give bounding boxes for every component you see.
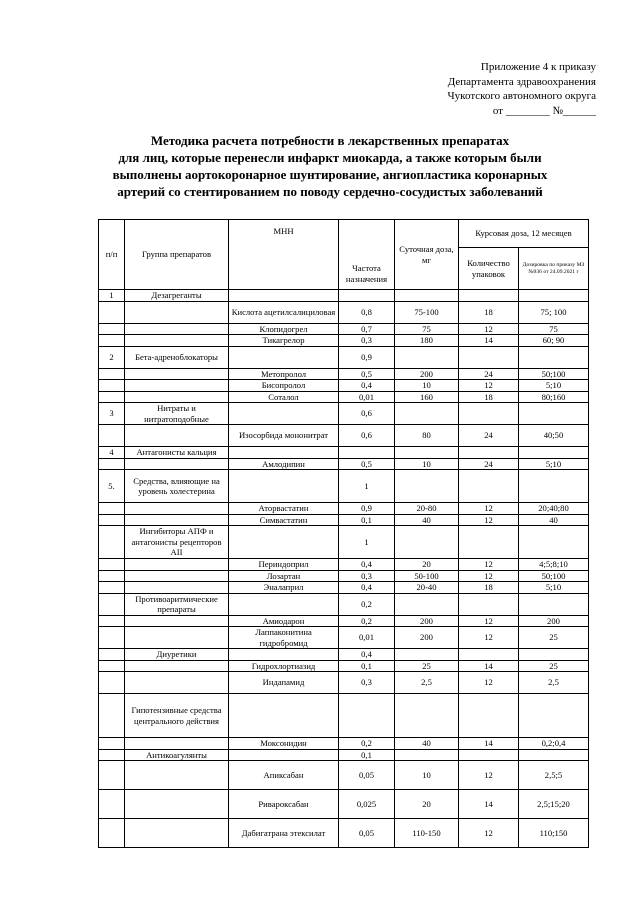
row-frequency (339, 447, 395, 459)
row-num (99, 380, 125, 392)
row-num (99, 503, 125, 515)
row-mnn (229, 403, 339, 425)
row-group: Нитраты и нитратоподобные (125, 403, 229, 425)
row-dosage: 4;5;8;10 (519, 559, 589, 571)
row-dosage (519, 649, 589, 661)
row-frequency: 0,01 (339, 627, 395, 649)
row-packs: 24 (459, 368, 519, 380)
row-frequency: 0,6 (339, 425, 395, 447)
table-row (99, 368, 589, 380)
row-num (99, 323, 125, 335)
table-row (99, 790, 589, 819)
row-frequency: 0,8 (339, 301, 395, 323)
row-daily-dose (395, 403, 459, 425)
row-dosage: 5;10 (519, 582, 589, 594)
appendix-line: Чукотского автономного округа (447, 90, 596, 103)
row-packs: 18 (459, 582, 519, 594)
row-packs: 12 (459, 514, 519, 526)
row-dosage: 25 (519, 660, 589, 672)
row-group (125, 672, 229, 694)
row-frequency: 0,7 (339, 323, 395, 335)
row-num (99, 458, 125, 470)
row-mnn: Эналаприл (229, 582, 339, 594)
row-frequency (339, 694, 395, 738)
row-group (125, 790, 229, 819)
row-mnn: Моксонидин (229, 738, 339, 750)
header-group: Группа препаратов (125, 220, 229, 290)
table-row (99, 391, 589, 403)
table-row (99, 425, 589, 447)
table-row (99, 694, 589, 738)
row-mnn: Тикагрелор (229, 335, 339, 347)
row-mnn (229, 649, 339, 661)
table-row (99, 301, 589, 323)
row-daily-dose: 20-80 (395, 503, 459, 515)
row-frequency: 0,9 (339, 503, 395, 515)
row-group (125, 391, 229, 403)
table-row (99, 346, 589, 368)
row-frequency: 0,4 (339, 559, 395, 571)
row-frequency: 0,2 (339, 593, 395, 615)
row-frequency: 0,3 (339, 672, 395, 694)
row-dosage: 2,5;15;20 (519, 790, 589, 819)
table-row (99, 323, 589, 335)
row-daily-dose: 25 (395, 660, 459, 672)
row-num (99, 593, 125, 615)
row-daily-dose: 180 (395, 335, 459, 347)
row-packs: 24 (459, 425, 519, 447)
row-num (99, 627, 125, 649)
appendix-block (376, 60, 596, 118)
row-dosage: 200 (519, 615, 589, 627)
row-group (125, 380, 229, 392)
row-mnn: Клопидогрел (229, 323, 339, 335)
row-daily-dose: 20-40 (395, 582, 459, 594)
row-num (99, 559, 125, 571)
row-group (125, 660, 229, 672)
row-packs: 18 (459, 391, 519, 403)
row-daily-dose: 40 (395, 514, 459, 526)
header-mnn: МНН (229, 220, 339, 290)
row-frequency: 1 (339, 470, 395, 503)
row-packs: 12 (459, 570, 519, 582)
header-row (99, 220, 589, 248)
row-frequency: 0,025 (339, 790, 395, 819)
appendix-line: Приложение 4 к приказу (480, 61, 596, 73)
row-mnn: Изосорбида мононитрат (229, 425, 339, 447)
header-course: Курсовая доза, 12 месяцев (459, 220, 589, 248)
row-frequency: 0,1 (339, 514, 395, 526)
row-daily-dose (395, 290, 459, 302)
row-mnn: Аторвастатин (229, 503, 339, 515)
row-num (99, 672, 125, 694)
row-frequency (339, 290, 395, 302)
row-dosage: 2,5 (519, 672, 589, 694)
row-frequency: 0,2 (339, 738, 395, 750)
row-daily-dose (395, 749, 459, 761)
row-mnn: Амиодарон (229, 615, 339, 627)
row-daily-dose: 200 (395, 615, 459, 627)
row-packs: 12 (459, 380, 519, 392)
row-group (125, 627, 229, 649)
table-row (99, 503, 589, 515)
row-mnn: Симвастатин (229, 514, 339, 526)
row-group (125, 514, 229, 526)
row-group: Антагонисты кальция (125, 447, 229, 459)
row-dosage: 5;10 (519, 458, 589, 470)
table-row (99, 593, 589, 615)
row-dosage: 25 (519, 627, 589, 649)
row-daily-dose: 20 (395, 790, 459, 819)
row-frequency: 0,3 (339, 335, 395, 347)
row-dosage (519, 526, 589, 559)
row-mnn: Соталол (229, 391, 339, 403)
row-frequency: 0,1 (339, 660, 395, 672)
table-row (99, 738, 589, 750)
row-num (99, 649, 125, 661)
row-mnn: Гидрохлортиазид (229, 660, 339, 672)
row-daily-dose (395, 346, 459, 368)
row-daily-dose: 110-150 (395, 819, 459, 848)
row-group: Средства, влияющие на уровень холестерина (125, 470, 229, 503)
table-row (99, 470, 589, 503)
row-packs: 12 (459, 323, 519, 335)
row-packs: 24 (459, 458, 519, 470)
row-group (125, 615, 229, 627)
row-mnn (229, 470, 339, 503)
row-packs: 12 (459, 615, 519, 627)
row-mnn (229, 346, 339, 368)
row-group (125, 582, 229, 594)
row-packs (459, 403, 519, 425)
row-daily-dose: 20 (395, 559, 459, 571)
row-frequency: 0,1 (339, 749, 395, 761)
row-daily-dose: 80 (395, 425, 459, 447)
row-dosage: 75 (519, 323, 589, 335)
row-mnn: Лозартан (229, 570, 339, 582)
row-packs (459, 694, 519, 738)
table-row (99, 660, 589, 672)
row-packs: 12 (459, 627, 519, 649)
title-line: артерий со стентированием по поводу сердечно-сосудистых заболеваний (117, 184, 543, 199)
table-row (99, 819, 589, 848)
row-daily-dose: 200 (395, 627, 459, 649)
table-row (99, 761, 589, 790)
row-mnn (229, 290, 339, 302)
row-frequency: 1 (339, 526, 395, 559)
row-group: Противоаритмические препараты (125, 593, 229, 615)
table-row (99, 447, 589, 459)
table-row (99, 627, 589, 649)
row-group (125, 323, 229, 335)
row-num (99, 615, 125, 627)
row-packs (459, 526, 519, 559)
row-num: 5. (99, 470, 125, 503)
row-num (99, 514, 125, 526)
header-num: п/п (99, 220, 125, 290)
row-group (125, 819, 229, 848)
table-row (99, 290, 589, 302)
row-mnn (229, 593, 339, 615)
table-row (99, 672, 589, 694)
row-num (99, 819, 125, 848)
row-num (99, 335, 125, 347)
row-dosage: 75; 100 (519, 301, 589, 323)
row-num (99, 761, 125, 790)
row-dosage (519, 749, 589, 761)
row-mnn: Лаппаконитина гидробромид (229, 627, 339, 649)
row-daily-dose: 50-100 (395, 570, 459, 582)
row-frequency: 0,4 (339, 582, 395, 594)
row-group (125, 301, 229, 323)
row-daily-dose: 75 (395, 323, 459, 335)
row-dosage: 0,2;0,4 (519, 738, 589, 750)
row-num: 1 (99, 290, 125, 302)
row-group (125, 368, 229, 380)
row-mnn: Бисопролол (229, 380, 339, 392)
row-packs: 14 (459, 335, 519, 347)
row-group (125, 335, 229, 347)
row-group (125, 458, 229, 470)
row-dosage: 2,5;5 (519, 761, 589, 790)
row-dosage (519, 447, 589, 459)
row-mnn: Апиксабан (229, 761, 339, 790)
appendix-date-line: от ________ №______ (492, 104, 596, 117)
row-group (125, 570, 229, 582)
row-dosage: 110;150 (519, 819, 589, 848)
row-dosage: 60; 90 (519, 335, 589, 347)
row-group (125, 425, 229, 447)
table-row (99, 526, 589, 559)
row-packs (459, 346, 519, 368)
row-group: Антикоагулянты (125, 749, 229, 761)
row-mnn: Кислота ацетилсалициловая (229, 301, 339, 323)
row-dosage: 40 (519, 514, 589, 526)
row-num (99, 582, 125, 594)
row-frequency: 0,5 (339, 368, 395, 380)
row-daily-dose: 2,5 (395, 672, 459, 694)
row-packs (459, 290, 519, 302)
row-group (125, 761, 229, 790)
row-dosage (519, 593, 589, 615)
row-packs: 12 (459, 761, 519, 790)
header-daily-dose: Суточная доза, мг (395, 220, 459, 290)
row-mnn: Дабигатрана этексилат (229, 819, 339, 848)
row-num (99, 301, 125, 323)
row-packs: 12 (459, 503, 519, 515)
table-row (99, 749, 589, 761)
row-num: 3 (99, 403, 125, 425)
row-frequency: 0,9 (339, 346, 395, 368)
table-row (99, 380, 589, 392)
row-daily-dose: 200 (395, 368, 459, 380)
row-group (125, 503, 229, 515)
header-frequency: Частота назначения (339, 220, 395, 290)
row-group (125, 559, 229, 571)
row-mnn: Метопролол (229, 368, 339, 380)
row-dosage (519, 470, 589, 503)
row-num (99, 570, 125, 582)
row-packs (459, 749, 519, 761)
title-line: выполнены аортокоронарное шунтирование, ангиопластика коронарных (112, 167, 548, 182)
row-num: 2 (99, 346, 125, 368)
row-num (99, 425, 125, 447)
row-daily-dose (395, 470, 459, 503)
row-dosage (519, 346, 589, 368)
row-num (99, 738, 125, 750)
row-mnn (229, 694, 339, 738)
row-packs: 14 (459, 660, 519, 672)
row-packs (459, 447, 519, 459)
row-mnn: Ривароксабан (229, 790, 339, 819)
row-packs (459, 649, 519, 661)
row-packs: 12 (459, 559, 519, 571)
row-packs (459, 470, 519, 503)
table-row (99, 335, 589, 347)
row-mnn: Индапамид (229, 672, 339, 694)
row-num (99, 790, 125, 819)
row-dosage: 50;100 (519, 368, 589, 380)
row-packs: 12 (459, 672, 519, 694)
row-daily-dose (395, 649, 459, 661)
row-frequency: 0,3 (339, 570, 395, 582)
row-num (99, 368, 125, 380)
table-row (99, 559, 589, 571)
row-daily-dose: 10 (395, 458, 459, 470)
document-title (60, 132, 600, 200)
title-line: для лиц, которые перенесли инфаркт миокарда, а также которым были (118, 150, 542, 165)
row-daily-dose: 75-100 (395, 301, 459, 323)
row-num: 4 (99, 447, 125, 459)
header-dosage: Дозировка по приказу МЗ №936 от 24.09.2021 г (519, 248, 589, 290)
row-frequency: 0,4 (339, 380, 395, 392)
table-row (99, 458, 589, 470)
row-mnn (229, 447, 339, 459)
row-frequency: 0,05 (339, 761, 395, 790)
row-mnn: Амлодипин (229, 458, 339, 470)
row-packs (459, 593, 519, 615)
row-num (99, 660, 125, 672)
table-row (99, 582, 589, 594)
row-daily-dose: 10 (395, 761, 459, 790)
row-dosage: 20;40;80 (519, 503, 589, 515)
table-row (99, 403, 589, 425)
row-group: Диуретики (125, 649, 229, 661)
row-group: Бета-адреноблокаторы (125, 346, 229, 368)
row-group: Гипотензивные средства центрального действия (125, 694, 229, 738)
table-row (99, 649, 589, 661)
row-num (99, 694, 125, 738)
row-packs: 12 (459, 819, 519, 848)
row-mnn (229, 749, 339, 761)
row-daily-dose (395, 447, 459, 459)
row-num (99, 749, 125, 761)
appendix-line: Департамента здравоохранения (447, 75, 596, 88)
row-frequency: 0,2 (339, 615, 395, 627)
row-mnn: Периндоприл (229, 559, 339, 571)
row-group: Ингибиторы АПФ и антагонисты рецепторов АII (125, 526, 229, 559)
table-row (99, 615, 589, 627)
row-frequency: 0,01 (339, 391, 395, 403)
row-num (99, 526, 125, 559)
table-row (99, 514, 589, 526)
title-line: Методика расчета потребности в лекарственных препаратах (150, 133, 510, 148)
row-num (99, 391, 125, 403)
row-frequency: 0,4 (339, 649, 395, 661)
row-daily-dose (395, 694, 459, 738)
row-mnn (229, 526, 339, 559)
row-group (125, 738, 229, 750)
row-daily-dose: 10 (395, 380, 459, 392)
row-frequency: 0,05 (339, 819, 395, 848)
row-dosage: 40;50 (519, 425, 589, 447)
row-packs: 14 (459, 738, 519, 750)
row-daily-dose (395, 526, 459, 559)
row-dosage (519, 403, 589, 425)
row-dosage: 5;10 (519, 380, 589, 392)
row-dosage: 80;160 (519, 391, 589, 403)
row-packs: 18 (459, 301, 519, 323)
row-group: Дезагреганты (125, 290, 229, 302)
row-packs: 14 (459, 790, 519, 819)
row-daily-dose: 160 (395, 391, 459, 403)
row-dosage: 50;100 (519, 570, 589, 582)
row-daily-dose (395, 593, 459, 615)
row-dosage (519, 290, 589, 302)
row-daily-dose: 40 (395, 738, 459, 750)
table-row (99, 570, 589, 582)
row-dosage (519, 694, 589, 738)
medication-table (98, 219, 589, 848)
row-frequency: 0,5 (339, 458, 395, 470)
row-frequency: 0,6 (339, 403, 395, 425)
header-packs: Количество упаковок (459, 248, 519, 290)
